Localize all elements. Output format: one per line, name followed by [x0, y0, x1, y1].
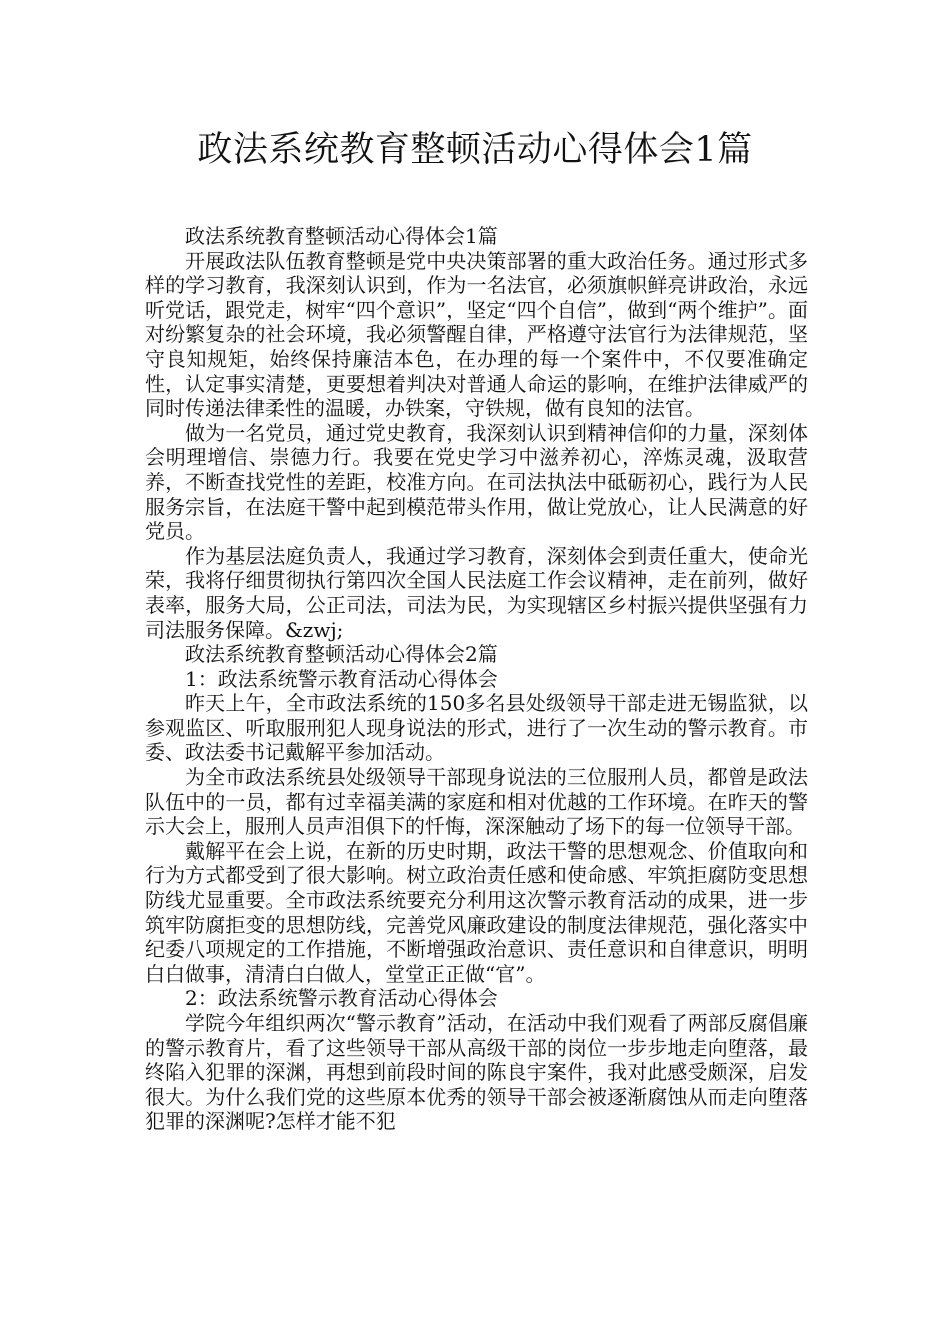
paragraph: 戴解平在会上说，在新的历史时期，政法干警的思想观念、价值取向和行为方式都受到了很大影响。树立政治责任感和使命感、牢筑拒腐防变思想防线尤显重要。全市政法系统要充分利用这次警示教育活动的成果，进一步筑牢防腐拒变的思想防线，完善党风廉政建设的制度法律规范，强化落实中纪委八项规定的工作措施，不断增强政治意识、责任意识和自律意识，明明白白做事，清清白白做人，堂堂正正做“官”。 [145, 838, 808, 986]
paragraph: 做为一名党员，通过党史教育，我深刻认识到精神信仰的力量，深刻体会明理增信、崇德力行。我要在党史学习中滋养初心，淬炼灵魂，汲取营养，不断查找党性的差距，校准方向。在司法执法中砥砺初心，践行为人民服务宗旨，在法庭干警中起到模范带头作用，做让党放心，让人民满意的好党员。 [145, 420, 808, 544]
section-heading: 1：政法系统警示教育活动心得体会 [185, 666, 498, 691]
paragraph: 为全市政法系统县处级领导干部现身说法的三位服刑人员，都曾是政法队伍中的一员，都有过幸福美满的家庭和相对优越的工作环境。在昨天的警示大会上，服刑人员声泪俱下的忏悔，深深触动了场下的每一位领导干部。 [145, 765, 808, 839]
document-title: 政法系统教育整顿活动心得体会1篇 [197, 130, 753, 170]
document-body [145, 224, 808, 1134]
paragraph: 学院今年组织两次“警示教育”活动，在活动中我们观看了两部反腐倡廉的警示教育片，看了这些领导干部从高级干部的岗位一步步地走向堕落，最终陷入犯罪的深渊，再想到前段时间的陈良宇案件，我对此感受颇深，启发很大。为什么我们党的这些原本优秀的领导干部会被逐渐腐蚀从而走向堕落犯罪的深渊呢?怎样才能不犯 [145, 1011, 808, 1134]
paragraph: 开展政法队伍教育整顿是党中央决策部署的重大政治任务。通过形式多样的学习教育，我深刻认识到，作为一名法官，必须旗帜鲜亮讲政治，永远听党话，跟党走，树牢“四个意识”，坚定“四个自信”，做到“两个维护”。面对纷繁复杂的社会环境，我必须警醒自律，严格遵守法官行为法律规范，坚守良知规矩，始终保持廉洁本色，在办理的每一个案件中，不仅要准确定性，认定事实清楚，更要想着判决对普通人命运的影响，在维护法律威严的同时传递法律柔性的温暖，办铁案，守铁规，做有良知的法官。 [145, 248, 808, 421]
paragraph-heading-2: 政法系统教育整顿活动心得体会2篇 [185, 642, 498, 667]
paragraph: 作为基层法庭负责人，我通过学习教育，深刻体会到责任重大，使命光荣，我将仔细贯彻执行第四次全国人民法庭工作会议精神，走在前列，做好表率，服务大局，公正司法，司法为民，为实现辖区乡村振兴提供坚强有力司法服务保障。&zwj; [145, 543, 808, 642]
paragraph: 昨天上午，全市政法系统的150多名县处级领导干部走进无锡监狱，以参观监区、听取服刑犯人现身说法的形式，进行了一次生动的警示教育。市委、政法委书记戴解平参加活动。 [145, 691, 808, 765]
section-heading: 2：政法系统警示教育活动心得体会 [185, 986, 498, 1011]
paragraph-heading-1: 政法系统教育整顿活动心得体会1篇 [185, 224, 498, 248]
